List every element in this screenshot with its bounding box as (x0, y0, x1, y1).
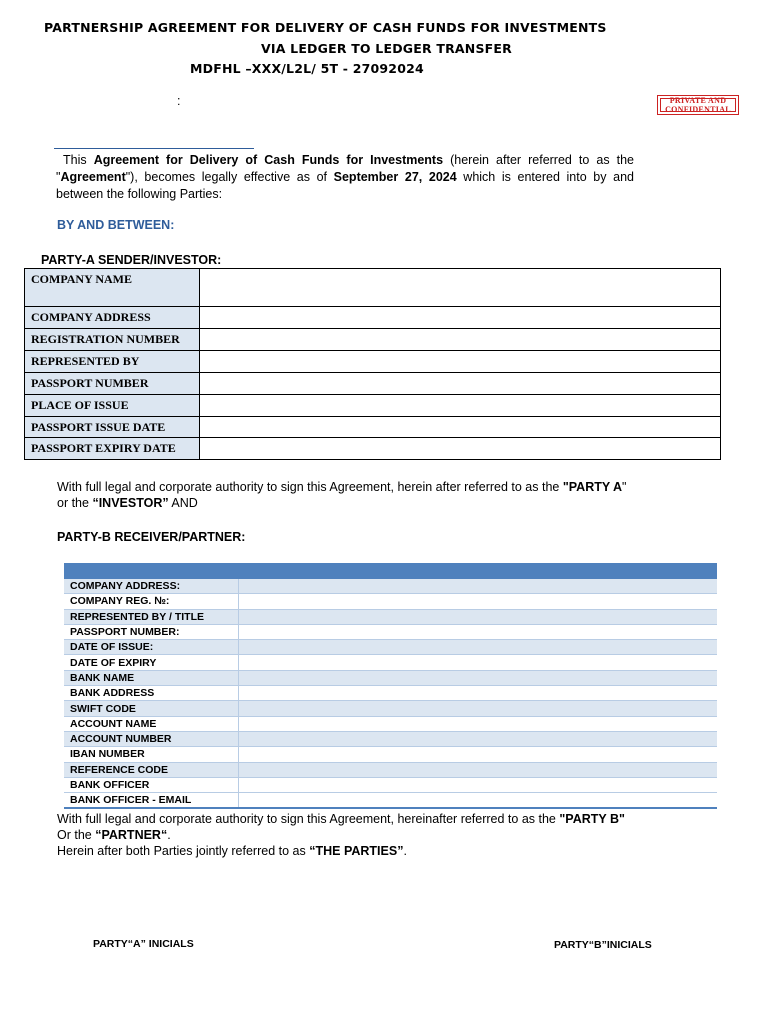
party-a-label: COMPANY NAME (25, 269, 200, 307)
party-a-authority-text-2: " or the (57, 480, 627, 510)
table-row (25, 329, 721, 351)
document-title-line-1: PARTNERSHIP AGREEMENT FOR DELIVERY OF CASH FUNDS FOR INVESTMENTS (44, 20, 607, 35)
intro-text-3: "), becomes legally effective as of (125, 170, 334, 184)
party-b-table-header (64, 563, 717, 579)
party-a-table (24, 268, 721, 460)
party-b-initials-label: PARTY“B”INICIALS (554, 939, 652, 951)
table-row (64, 762, 717, 777)
party-b-authority-text-1: With full legal and corporate authority to sign this Agreement, hereinafter referred to as the (57, 812, 560, 826)
party-b-value-field[interactable] (239, 686, 718, 701)
table-row (64, 609, 717, 624)
intro-text-4: which is entered into by and between the following Parties: (56, 170, 634, 201)
party-b-label: BANK ADDRESS (64, 686, 239, 701)
jointly-text-2: . (403, 844, 407, 858)
party-a-heading: PARTY-A SENDER/INVESTOR: (41, 253, 222, 267)
blue-rule (54, 148, 254, 149)
table-row (64, 731, 717, 746)
party-b-value-field[interactable] (239, 701, 718, 716)
stamp-line-2: CONFIDENTIAL (665, 104, 731, 114)
table-row (25, 269, 721, 307)
party-b-label: DATE OF ISSUE: (64, 640, 239, 655)
party-b-label: DATE OF EXPIRY (64, 655, 239, 670)
colon-mark: : (177, 94, 181, 108)
intro-effective-date: September 27, 2024 (333, 170, 457, 184)
party-b-label: COMPANY ADDRESS: (64, 579, 239, 594)
party-a-value-field[interactable] (200, 307, 721, 329)
party-a-label: COMPANY ADDRESS (25, 307, 200, 329)
party-b-label: ACCOUNT NUMBER (64, 731, 239, 746)
party-a-value-field[interactable] (200, 395, 721, 417)
party-b-label: ACCOUNT NAME (64, 716, 239, 731)
party-b-label: BANK OFFICER (64, 777, 239, 792)
party-b-designation: "PARTY B" (559, 812, 625, 826)
party-b-heading: PARTY-B RECEIVER/PARTNER: (57, 530, 246, 544)
table-row (64, 624, 717, 639)
party-b-value-field[interactable] (239, 655, 718, 670)
jointly-text-1: Herein after both Parties jointly referred to as (57, 844, 310, 858)
by-and-between-heading: BY AND BETWEEN: (57, 218, 175, 232)
table-row (64, 701, 717, 716)
table-row (64, 747, 717, 762)
party-a-label: PASSPORT ISSUE DATE (25, 417, 200, 438)
party-b-label: BANK NAME (64, 670, 239, 685)
party-b-value-field[interactable] (239, 579, 718, 594)
intro-paragraph (56, 152, 634, 203)
party-b-label: REFERENCE CODE (64, 762, 239, 777)
party-a-authority-text-1: With full legal and corporate authority to sign this Agreement, herein after referred to as the (57, 480, 563, 494)
party-b-authority-text-2: Or the (57, 828, 96, 842)
party-b-label: IBAN NUMBER (64, 747, 239, 762)
party-a-authority-paragraph (57, 479, 637, 511)
intro-text-2: (herein after referred to as the " (56, 153, 634, 184)
party-b-label: SWIFT CODE (64, 701, 239, 716)
party-a-label: REPRESENTED BY (25, 351, 200, 373)
table-row (25, 373, 721, 395)
table-row (64, 640, 717, 655)
table-row (64, 594, 717, 609)
private-confidential-stamp (657, 95, 739, 115)
table-row (25, 307, 721, 329)
party-b-authority-text-3: . (167, 828, 171, 842)
table-row (25, 417, 721, 438)
party-a-authority-text-3: AND (168, 496, 198, 510)
intro-agreement-short: Agreement (60, 170, 126, 184)
party-b-value-field[interactable] (239, 793, 718, 809)
table-row (25, 351, 721, 373)
party-b-value-field[interactable] (239, 716, 718, 731)
party-b-value-field[interactable] (239, 609, 718, 624)
table-row (64, 793, 717, 809)
party-b-authority-line-1 (57, 811, 697, 827)
party-a-value-field[interactable] (200, 373, 721, 395)
party-b-value-field[interactable] (239, 594, 718, 609)
table-row (25, 438, 721, 460)
intro-agreement-name: Agreement for Delivery of Cash Funds for Investments (93, 153, 444, 167)
party-b-authority-paragraph (57, 811, 697, 859)
table-row (64, 655, 717, 670)
party-b-label: COMPANY REG. №: (64, 594, 239, 609)
jointly-line (57, 843, 697, 859)
party-a-label: PASSPORT NUMBER (25, 373, 200, 395)
party-a-value-field[interactable] (200, 351, 721, 373)
party-b-value-field[interactable] (239, 670, 718, 685)
table-header-band (64, 563, 717, 579)
table-row (25, 395, 721, 417)
the-parties-designation: “THE PARTIES” (309, 844, 404, 858)
table-row (64, 686, 717, 701)
party-b-value-field[interactable] (239, 747, 718, 762)
party-b-value-field[interactable] (239, 762, 718, 777)
table-row (64, 716, 717, 731)
party-b-value-field[interactable] (239, 731, 718, 746)
document-title-line-2: VIA LEDGER TO LEDGER TRANSFER (261, 41, 512, 56)
party-b-label: BANK OFFICER - EMAIL (64, 793, 239, 809)
document-reference: MDFHL –XXX/L2L/ 5T - 27092024 (190, 61, 424, 76)
stamp-line-1: PRIVATE AND (669, 96, 727, 105)
party-b-value-field[interactable] (239, 777, 718, 792)
party-b-table (64, 563, 717, 809)
table-row (64, 670, 717, 685)
party-a-initials-label: PARTY“A” INICIALS (93, 938, 194, 950)
table-row (64, 579, 717, 594)
intro-text-1: This (63, 153, 94, 167)
party-a-label: REGISTRATION NUMBER (25, 329, 200, 351)
party-b-label: PASSPORT NUMBER: (64, 624, 239, 639)
investor-designation: “INVESTOR” (92, 496, 169, 510)
party-a-value-field[interactable] (200, 438, 721, 460)
party-b-label: REPRESENTED BY / TITLE (64, 609, 239, 624)
party-a-designation: "PARTY A (562, 480, 623, 494)
partner-designation: “PARTNER“ (95, 828, 168, 842)
party-b-authority-line-2 (57, 827, 697, 843)
party-b-value-field[interactable] (239, 624, 718, 639)
party-a-value-field[interactable] (200, 417, 721, 438)
party-a-value-field[interactable] (200, 329, 721, 351)
party-a-label: PASSPORT EXPIRY DATE (25, 438, 200, 460)
party-b-value-field[interactable] (239, 640, 718, 655)
party-a-label: PLACE OF ISSUE (25, 395, 200, 417)
party-a-value-field[interactable] (200, 269, 721, 307)
table-row (64, 777, 717, 792)
